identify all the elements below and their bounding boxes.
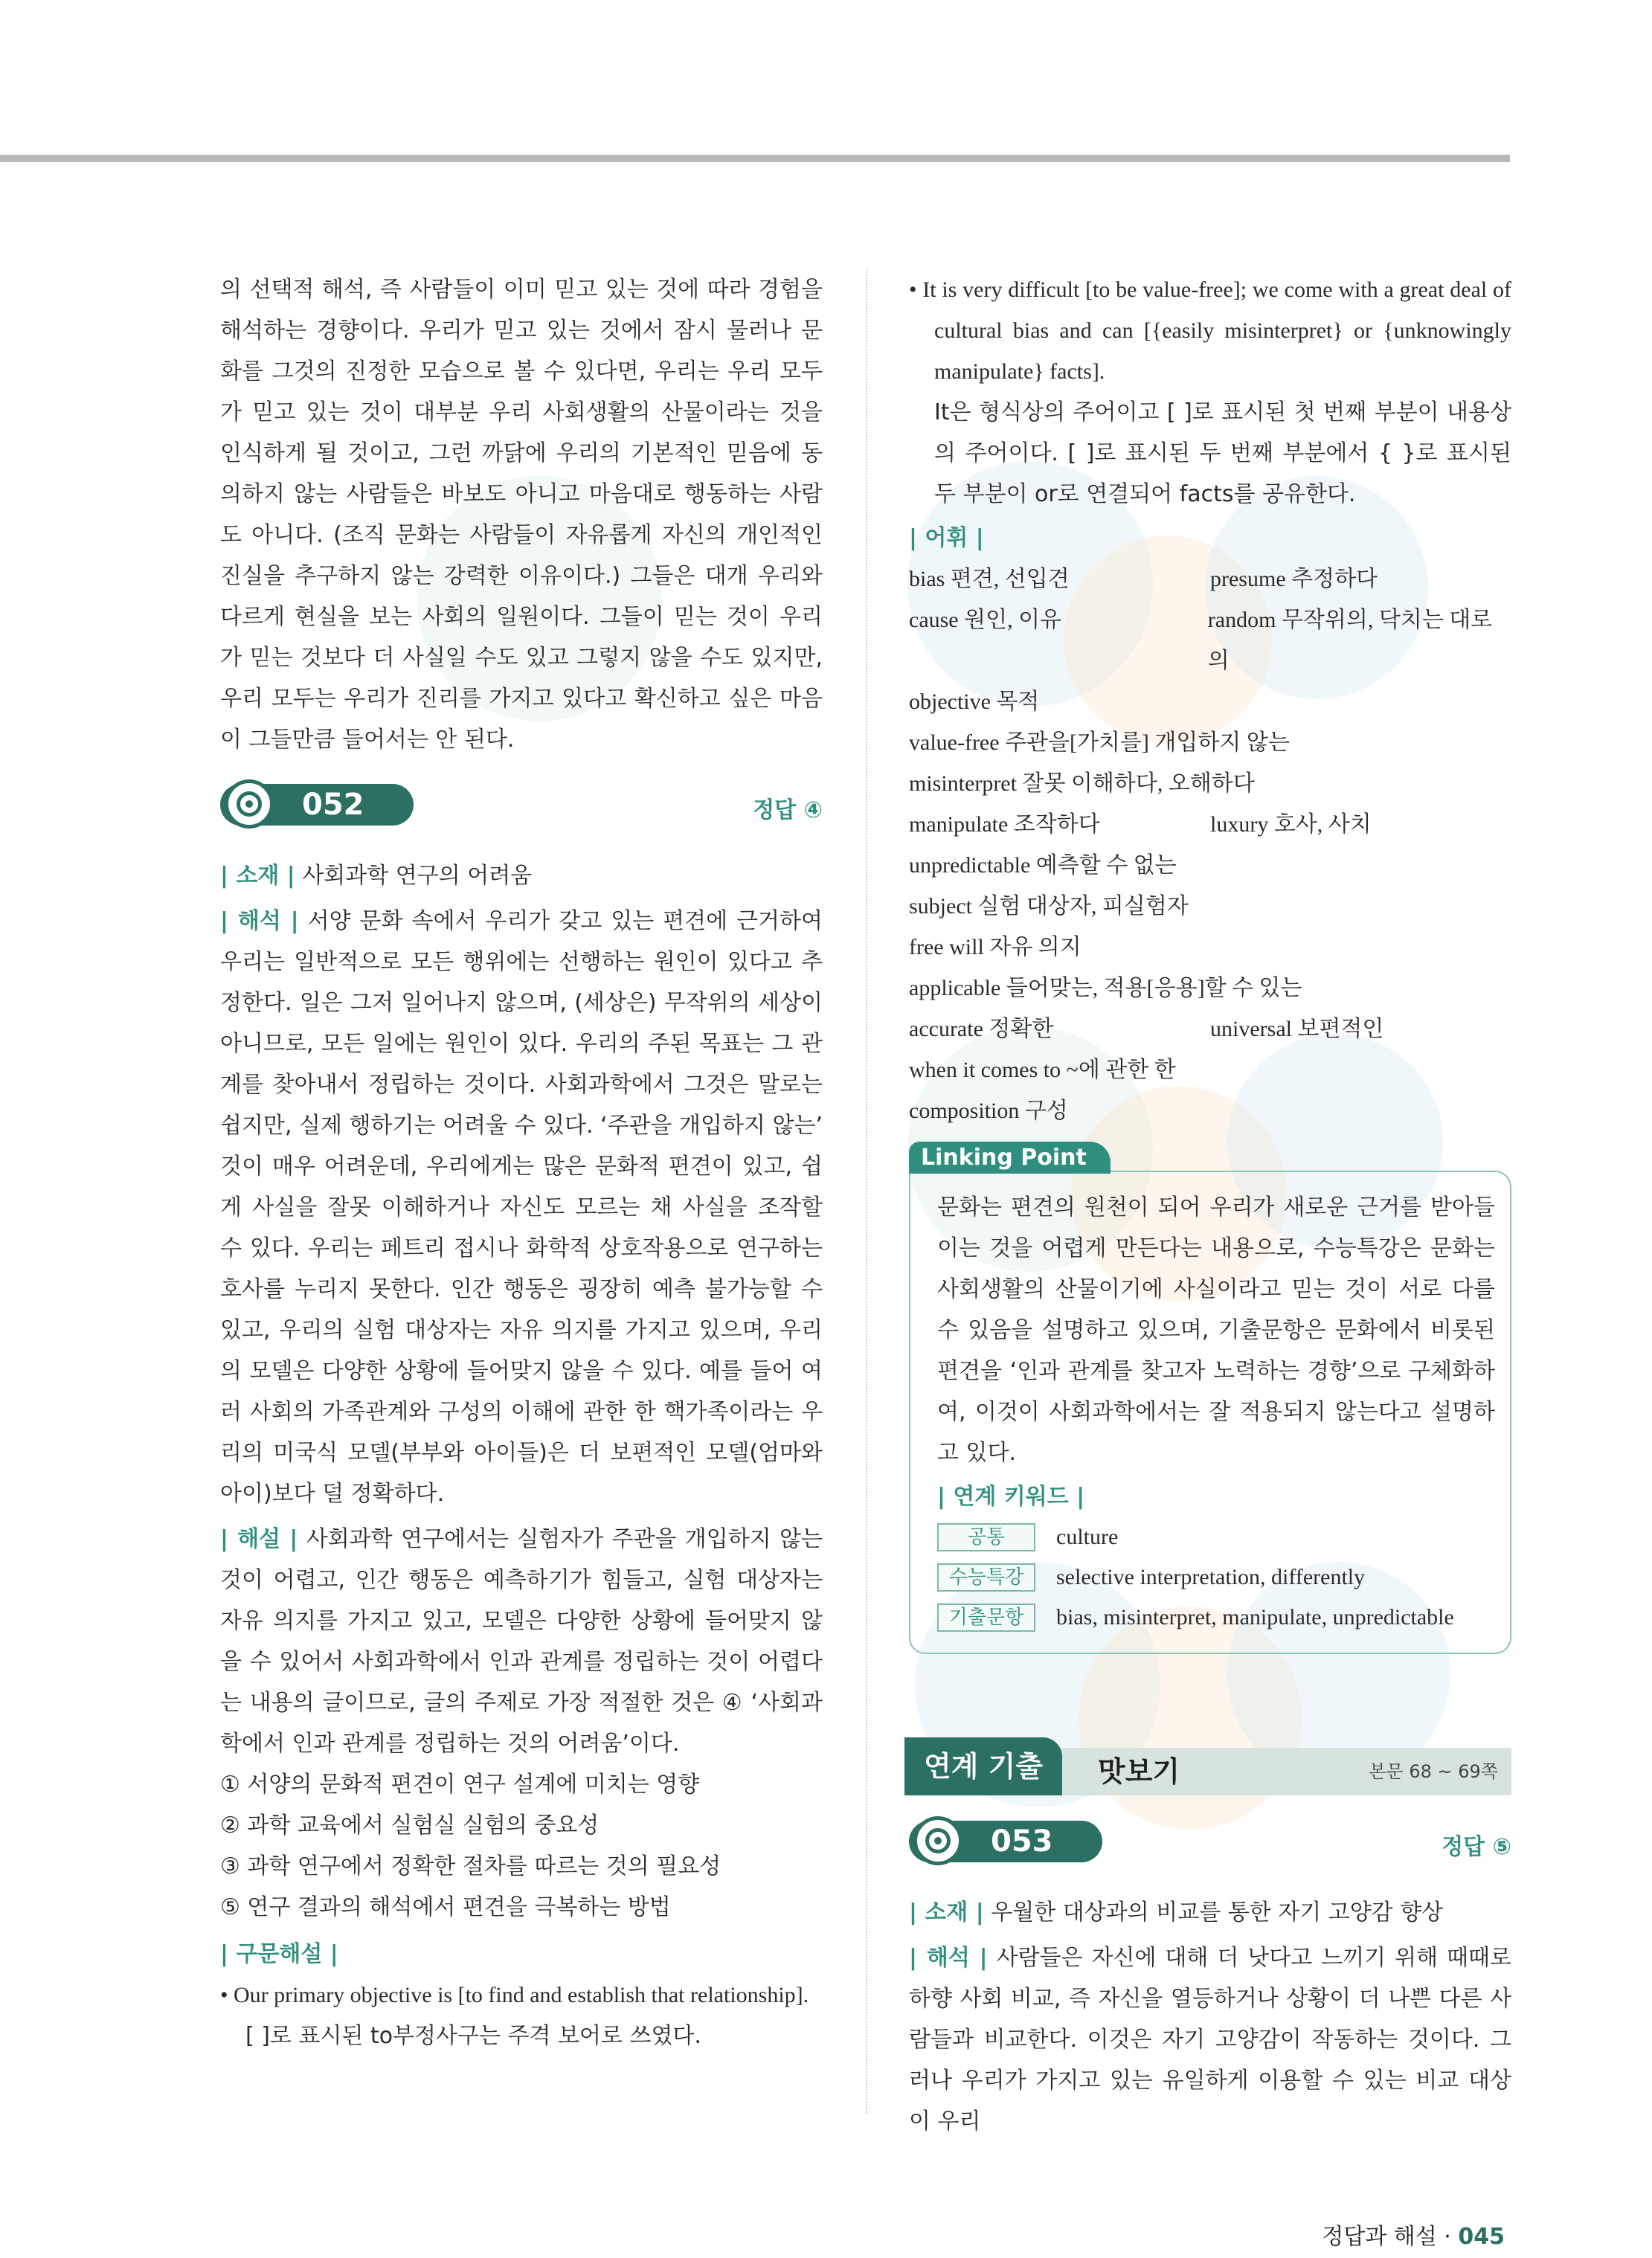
left-column xyxy=(220,269,823,2056)
question-number: 052 xyxy=(302,788,364,822)
keyword-text: selective interpretation, differently xyxy=(1056,1565,1366,1589)
vocab-row xyxy=(909,559,1511,599)
section-title-band xyxy=(1050,1748,1511,1795)
keyword-tag: 기출문항 xyxy=(937,1604,1035,1632)
option-item: ③ 과학 연구에서 정확한 절차를 따르는 것의 필요성 xyxy=(220,1853,721,1879)
target-icon xyxy=(225,779,274,829)
option-item: ⑤ 연구 결과의 해석에서 편견을 극복하는 방법 xyxy=(220,1894,671,1920)
vocab-item: cause 원인, 이유 xyxy=(909,608,1062,632)
keyword-label: | 연계 키워드 | xyxy=(937,1484,1085,1510)
vocab-item: luxury 호사, 사치 xyxy=(1210,812,1372,837)
vocab-row xyxy=(909,1090,1511,1131)
keyword-text: bias, misinterpret, manipulate, unpredictable xyxy=(1056,1605,1454,1630)
syntax-bullet-korean: It은 형식상의 주어이고 [ ]로 표시된 첫 번째 부분이 내용상의 주어이다. [ ]로 표시된 두 번째 부분에서 { }로 표시된 두 부분이 or로 연결되어 facts를 공유한다. xyxy=(934,399,1511,507)
sojae-label: | 소재 | xyxy=(909,1900,984,1926)
vocab-item: universal 보편적인 xyxy=(1210,1017,1384,1041)
gumun-note: [ ]로 표시된 to부정사구는 주격 보어로 쓰였다. xyxy=(245,2023,701,2049)
keyword-row xyxy=(937,1517,1495,1557)
sojae-label: | 소재 | xyxy=(220,863,295,889)
haeseok-paragraph xyxy=(909,1937,1511,2142)
column-divider xyxy=(866,269,867,2114)
vocab-row xyxy=(909,804,1511,845)
gumun-label: | 구문해설 | xyxy=(220,1941,338,1967)
vocab-list xyxy=(909,559,1511,1131)
vocab-item: applicable 들어맞는, 적용[응용]할 수 있는 xyxy=(909,976,1302,1000)
haeseol-label: | 해설 | xyxy=(220,1526,298,1552)
sojae-line xyxy=(909,1892,1511,1933)
vocab-row xyxy=(909,1049,1511,1090)
vocab-item: accurate 정확한 xyxy=(909,1017,1054,1041)
vocab-row xyxy=(909,845,1511,886)
syntax-bullet-english: • It is very difficult [to be value-free]; we come with a great deal of cultural bias and can [{easily misinterpret} or {unknowingly manipulate} facts]. xyxy=(909,277,1511,384)
vocab-item: subject 실험 대상자, 피실험자 xyxy=(909,894,1189,919)
linking-point-box xyxy=(909,1142,1511,1654)
section-header-bar xyxy=(909,1737,1511,1795)
vocab-item: free will 자유 의지 xyxy=(909,935,1081,959)
haeseol-text: 사회과학 연구에서는 실험자가 주관을 개입하지 않는 것이 어렵고, 인간 행동은 예측하기가 힘들고, 실험 대상자는 자유 의지를 가지고 있고, 모델은 다양한 상황에 들어맞지 않을 수 있어서 사회과학에서 인과 관계를 정립하는 것이 어렵다는 내용의 글이므로, 글의 주제로 가장 적절한 것은 ④ ‘사회과학에서 인과 관계를 정립하는 것의 어려움’이다. xyxy=(220,1526,823,1757)
gumun-bullet: • Our primary objective is [to find and establish that relationship]. xyxy=(220,1983,809,2007)
page-footer xyxy=(1322,2218,1505,2251)
vocab-row xyxy=(909,722,1511,763)
footer-label: 정답과 해설 · xyxy=(1322,2224,1451,2250)
linking-point-text: 문화는 편견의 원천이 되어 우리가 새로운 근거를 받아들이는 것을 어렵게 만든다는 내용으로, 수능특강은 문화는 사회생활의 산물이기에 사실이라고 믿는 것이 서로 다를 수 있음을 설명하고 있으며, 기출문항은 문화에서 비롯된 편견을 ‘인과 관계를 찾고자 노력하는 경향’으로 구체화하여, 이것이 사회과학에서는 잘 적용되지 않는다고 설명하고 있다. xyxy=(937,1194,1495,1466)
vocab-item: bias 편견, 선입견 xyxy=(909,567,1070,591)
sojae-text: 사회과학 연구의 어려움 xyxy=(302,863,533,889)
haeseok-text: 서양 문화 속에서 우리가 갖고 있는 편견에 근거하여 우리는 일반적으로 모든 행위에는 선행하는 원인이 있다고 추정한다. 일은 그저 일어나지 않으며, (세상은) 무작위의 세상이 아니므로, 모든 일에는 원인이 있다. 우리의 주된 목표는 그 관계를 찾아내서 정립하는 것이다. 사회과학에서 그것은 말로는 쉽지만, 실제 행하기는 어려울 수 있다. ‘주관을 개입하지 않는’ 것이 매우 어려운데, 우리에게는 많은 문화적 편견이 있고, 쉽게 사실을 잘못 이해하거나 자신도 모르는 채 사실을 조작할 수 있다. 우리는 페트리 접시나 화학적 상호작용으로 연구하는 호사를 누리지 못한다. 인간 행동은 굉장히 예측 불가능할 수 있고, 우리의 실험 대상자는 자유 의지를 가지고 있으며, 우리의 모델은 다양한 상황에 들어맞지 않을 수 있다. 예를 들어 여러 사회의 가족관계와 구성의 이해에 관한 한 핵가족이라는 우리의 미국식 모델(부부와 아이들)은 더 보편적인 모델(엄마와 아이)보다 덜 정확하다. xyxy=(220,908,823,1507)
vocab-item: unpredictable 예측할 수 없는 xyxy=(909,853,1177,878)
sojae-line xyxy=(220,855,823,896)
linking-point-content xyxy=(909,1171,1511,1654)
vocab-item: manipulate 조작하다 xyxy=(909,812,1100,837)
sojae-text: 우월한 대상과의 비교를 통한 자기 고양감 향상 xyxy=(991,1900,1444,1926)
vocab-item: misinterpret 잘못 이해하다, 오해하다 xyxy=(909,771,1255,796)
page-number: 045 xyxy=(1458,2224,1505,2250)
vocab-item: composition 구성 xyxy=(909,1099,1068,1123)
vocab-item: random 무작위의, 닥치는 대로의 xyxy=(1207,608,1493,673)
answer-label: 정답 ⑤ xyxy=(1442,1834,1511,1860)
target-icon xyxy=(913,1816,962,1865)
vocab-row xyxy=(909,599,1511,681)
haeseok-label: | 해석 | xyxy=(909,1945,988,1971)
keyword-tag: 공통 xyxy=(937,1523,1035,1551)
vocab-row xyxy=(909,681,1511,722)
answer-label: 정답 ④ xyxy=(753,797,823,823)
haeseok-text: 사람들은 자신에 대해 더 낫다고 느끼기 위해 때때로 하향 사회 비교, 즉 자신을 열등하거나 상황이 더 나쁜 다른 사람들과 비교한다. 이것은 자기 고양감이 작동하는 것이다. 그러나 우리가 가지고 있는 유일하게 이용할 수 있는 비교 대상이 우리 xyxy=(909,1945,1511,2135)
section-label: 연계 기출 xyxy=(904,1737,1062,1795)
intro-paragraph: 의 선택적 해석, 즉 사람들이 이미 믿고 있는 것에 따라 경험을 해석하는 경향이다. 우리가 믿고 있는 것에서 잠시 물러나 문화를 그것의 진정한 모습으로 볼 수 있다면, 우리는 우리 모두가 믿고 있는 것이 대부분 우리 사회생활의 산물이라는 것을 인식하게 될 것이고, 그런 까닭에 우리의 기본적인 믿음에 동의하지 않는 사람들은 바보도 아니고 마음대로 행동하는 사람도 아니다. (조직 문화는 사람들이 자유롭게 자신의 개인적인 진실을 추구하지 않는 강력한 이유이다.) 그들은 대개 우리와 다르게 현실을 보는 사회의 일원이다. 그들이 믿는 것이 우리가 믿는 것보다 더 사실일 수도 있고 그렇지 않을 수도 있지만, 우리 모두는 우리가 진리를 가지고 있다고 확신하고 싶은 마음이 그들만큼 들어서는 안 된다. xyxy=(220,277,823,753)
haeseok-label: | 해석 | xyxy=(220,908,299,934)
question-053-header xyxy=(909,1816,1511,1874)
option-item: ② 과학 교육에서 실험실 실험의 중요성 xyxy=(220,1812,600,1839)
question-number: 053 xyxy=(991,1824,1053,1859)
vocab-item: when it comes to ~에 관한 한 xyxy=(909,1058,1176,1082)
vocab-item: objective 목적 xyxy=(909,689,1040,714)
vocab-row xyxy=(909,886,1511,927)
vocab-row xyxy=(909,1009,1511,1049)
question-052-header xyxy=(220,779,823,837)
vocab-item: presume 추정하다 xyxy=(1210,567,1378,591)
haeseol-paragraph xyxy=(220,1519,823,1764)
vocab-row xyxy=(909,968,1511,1009)
keyword-row xyxy=(937,1557,1495,1598)
section-page-ref: 본문 68 ~ 69쪽 xyxy=(1369,1761,1498,1782)
vocab-item: value-free 주관을[가치를] 개입하지 않는 xyxy=(909,730,1290,755)
top-rule xyxy=(0,155,1510,162)
section-title: 맛보기 xyxy=(1098,1755,1180,1788)
linking-point-tab: Linking Point xyxy=(909,1142,1111,1174)
vocab-row xyxy=(909,927,1511,968)
option-item: ① 서양의 문화적 편견이 연구 설계에 미치는 영향 xyxy=(220,1772,700,1798)
keyword-text: culture xyxy=(1056,1525,1119,1549)
vocab-label: | 어휘 | xyxy=(909,525,984,551)
keyword-tag: 수능특강 xyxy=(937,1563,1035,1592)
haeseok-paragraph xyxy=(220,901,823,1514)
right-column xyxy=(909,269,1511,2142)
keyword-row xyxy=(937,1598,1495,1638)
vocab-row xyxy=(909,763,1511,804)
